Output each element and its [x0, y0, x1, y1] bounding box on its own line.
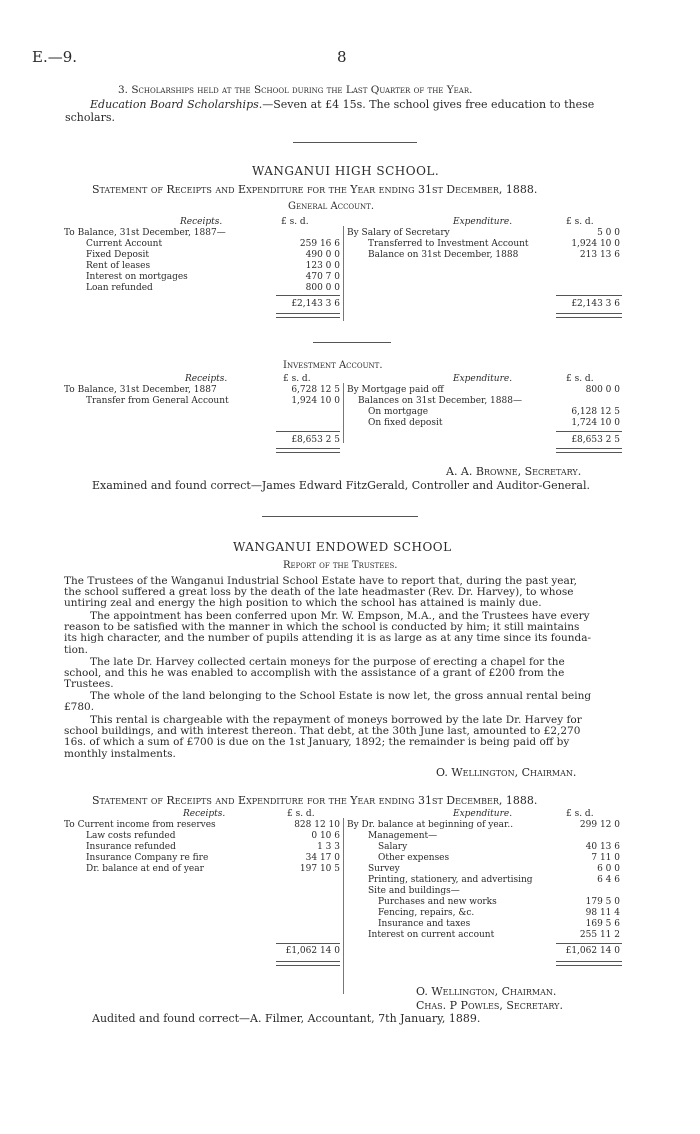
- scholarships-label: Education Board Scholarships.: [90, 98, 263, 111]
- divider: [313, 342, 391, 343]
- scholarships-text: [90, 98, 594, 111]
- general-expenditure-line: Balance on 31st December, 1888: [368, 250, 519, 260]
- wes-audited-line: Audited and found correct—A. Filmer, Accountant, 7th January, 1889.: [92, 1012, 481, 1025]
- general-expenditure-line: Transferred to Investment Account: [368, 239, 529, 249]
- wes-expenditure-amount: 255 11 2: [579, 930, 620, 940]
- double-rule: [556, 448, 622, 453]
- wes-expenditure-amount: 40 13 6: [585, 842, 620, 852]
- wes-expenditure-amount: 7 11 0: [591, 853, 620, 863]
- wes-total-left: £1,062 14 0: [285, 946, 340, 956]
- report-paragraph: [64, 715, 620, 760]
- wes-expenditure-label: Expenditure.: [453, 809, 513, 819]
- report-line: tion.: [64, 643, 88, 656]
- general-currency-right: £ s. d.: [566, 217, 594, 227]
- wes-receipt-line: Dr. balance at end of year: [86, 864, 204, 874]
- wes-chairman-signature: O. Wellington, Chairman.: [436, 766, 577, 779]
- general-receipt-line: Rent of leases: [86, 261, 151, 271]
- scholarships-body: —Seven at £4 15s. The school gives free education to these: [262, 98, 595, 111]
- wes-report-heading: Report of the Trustees.: [283, 560, 398, 571]
- wes-statement-heading: Statement of Receipts and Expenditure for the Year ending 31st December, 1888.: [92, 794, 538, 807]
- general-receipt-amount: 259 16 6: [299, 239, 340, 249]
- report-line: The Trustees of the Wanganui Industrial School Estate have to report that, during the past year,: [64, 575, 577, 587]
- double-rule: [556, 313, 622, 318]
- double-rule: [556, 961, 622, 966]
- investment-expenditure-amount: 1,724 10 0: [571, 418, 620, 428]
- report-line: The whole of the land belonging to the School Estate is now let, the gross annual rental being: [90, 690, 592, 702]
- wes-expenditure-amount: 299 12 0: [579, 820, 620, 830]
- general-receipt-line: Fixed Deposit: [86, 250, 149, 260]
- investment-account-heading: Investment Account.: [283, 360, 383, 371]
- investment-receipt-amount: 1,924 10 0: [291, 396, 340, 406]
- investment-currency-right: £ s. d.: [566, 374, 594, 384]
- wes-expenditure-line: Interest on current account: [368, 930, 495, 940]
- report-line: This rental is chargeable with the repayment of moneys borrowed by the late Dr. Harvey for: [90, 714, 582, 726]
- investment-receipt-line: Transfer from General Account: [86, 396, 229, 406]
- investment-expenditure-amount: 6,128 12 5: [571, 407, 620, 417]
- page-number: 8: [337, 48, 347, 66]
- report-line: £780.: [64, 701, 95, 714]
- general-receipt-amount: 490 0 0: [305, 250, 340, 260]
- report-line: school buildings, and with interest thereon. That debt, at the 30th June last, amounted to £2,270: [64, 725, 581, 738]
- wes-expenditure-line: Purchases and new works: [378, 897, 497, 907]
- double-rule: [276, 448, 340, 453]
- wes-receipt-amount: 1 3 3: [317, 842, 340, 852]
- total-rule: [556, 295, 622, 296]
- general-receipt-amount: 123 0 0: [305, 261, 340, 271]
- report-paragraph: [64, 576, 620, 610]
- wes-expenditure-amount: 6 0 0: [597, 864, 620, 874]
- wes-expenditure-line: Salary: [378, 842, 408, 852]
- wes-receipt-line: Insurance Company re fire: [86, 853, 209, 863]
- report-paragraph: [64, 611, 620, 656]
- wes-expenditure-amount: 169 5 6: [585, 919, 620, 929]
- report-line: reason to be satisfied with the manner in which the school is conducted by him; it still maintains: [64, 621, 580, 634]
- report-line: The late Dr. Harvey collected certain moneys for the purpose of erecting a chapel for the: [90, 656, 565, 668]
- total-rule: [556, 431, 622, 432]
- general-expenditure-amount: 213 13 6: [579, 250, 620, 260]
- general-column-divider: [343, 226, 344, 321]
- report-line: the school suffered a great loss by the death of the late headmaster (Rev. Dr. Harvey), to whose: [64, 586, 574, 599]
- whs-secretary-signature: A. A. Browne, Secretary.: [446, 465, 582, 478]
- general-receipts-label: Receipts.: [180, 217, 223, 227]
- scholarships-heading: 3. Scholarships held at the School during the Last Quarter of the Year.: [118, 84, 473, 96]
- general-expenditure-amount: 5 0 0: [597, 228, 620, 238]
- wes-receipt-line: To Current income from reserves: [64, 820, 216, 830]
- divider: [293, 142, 417, 143]
- general-receipt-line: Interest on mortgages: [86, 272, 188, 282]
- general-currency-left: £ s. d.: [281, 217, 309, 227]
- general-account-heading: General Account.: [288, 201, 375, 212]
- wes-expenditure-line: Other expenses: [378, 853, 450, 863]
- wes-receipts-label: Receipts.: [183, 809, 226, 819]
- total-rule: [276, 431, 340, 432]
- general-receipt-line: Loan refunded: [86, 283, 153, 293]
- investment-expenditure-line: Balances on 31st December, 1888—: [358, 396, 522, 406]
- wes-receipt-amount: 0 10 6: [311, 831, 340, 841]
- wes-chairman-signature-2: O. Wellington, Chairman.: [416, 985, 557, 998]
- scholarships-text-cont: scholars.: [65, 111, 115, 124]
- investment-expenditure-line: On mortgage: [368, 407, 429, 417]
- general-receipt-amount: 800 0 0: [305, 283, 340, 293]
- investment-total-right: £8,653 2 5: [571, 435, 620, 445]
- wes-title: WANGANUI ENDOWED SCHOOL: [233, 540, 452, 554]
- wes-expenditure-line: Insurance and taxes: [378, 919, 471, 929]
- wes-expenditure-line: Survey: [368, 864, 400, 874]
- report-line: untiring zeal and energy the high position to which the school has attained is mainly due.: [64, 597, 542, 610]
- investment-expenditure-line: By Mortgage paid off: [347, 385, 444, 395]
- wes-expenditure-line: Site and buildings—: [368, 886, 460, 896]
- wes-expenditure-amount: 179 5 0: [585, 897, 620, 907]
- divider: [262, 516, 418, 517]
- total-rule: [276, 943, 340, 944]
- general-expenditure-label: Expenditure.: [453, 217, 513, 227]
- investment-expenditure-line: On fixed deposit: [368, 418, 443, 428]
- report-paragraph: [64, 657, 620, 691]
- total-rule: [556, 943, 622, 944]
- report-paragraph: [64, 691, 620, 713]
- wes-receipt-line: Law costs refunded: [86, 831, 176, 841]
- document-reference: E.—9.: [32, 48, 78, 66]
- report-line: school, and this he was enabled to accomplish with the assistance of a grant of £200 from the: [64, 667, 565, 680]
- wes-currency-left: £ s. d.: [287, 809, 315, 819]
- total-rule: [276, 295, 340, 296]
- wes-receipt-amount: 197 10 5: [299, 864, 340, 874]
- whs-examined-line: Examined and found correct—James Edward FitzGerald, Controller and Auditor-General.: [92, 479, 591, 492]
- investment-expenditure-label: Expenditure.: [453, 374, 513, 384]
- whs-title: WANGANUI HIGH SCHOOL.: [252, 164, 440, 178]
- double-rule: [276, 313, 340, 318]
- wes-currency-right: £ s. d.: [566, 809, 594, 819]
- wes-expenditure-line: Printing, stationery, and advertising: [368, 875, 533, 885]
- report-line: 16s. of which a sum of £700 is due on the 1st January, 1892; the remainder is being paid off by: [64, 736, 570, 749]
- investment-expenditure-amount: 800 0 0: [585, 385, 620, 395]
- investment-receipt-line: To Balance, 31st December, 1887: [64, 385, 217, 395]
- general-receipt-line: Current Account: [86, 239, 163, 249]
- wes-receipt-amount: 828 12 10: [294, 820, 340, 830]
- report-line: The appointment has been conferred upon Mr. W. Empson, M.A., and the Trustees have every: [90, 610, 590, 622]
- wes-column-divider: [343, 818, 344, 994]
- investment-column-divider: [343, 383, 344, 443]
- whs-statement-heading: Statement of Receipts and Expenditure for the Year ending 31st December, 1888.: [92, 183, 538, 196]
- general-receipt-line: To Balance, 31st December, 1887—: [64, 228, 226, 238]
- general-total-left: £2,143 3 6: [291, 299, 340, 309]
- investment-currency-left: £ s. d.: [283, 374, 311, 384]
- investment-total-left: £8,653 2 5: [291, 435, 340, 445]
- general-expenditure-amount: 1,924 10 0: [571, 239, 620, 249]
- report-line: monthly instalments.: [64, 747, 176, 760]
- wes-expenditure-line: By Dr. balance at beginning of year..: [347, 820, 514, 830]
- report-line: Trustees.: [64, 678, 114, 691]
- investment-receipts-label: Receipts.: [185, 374, 228, 384]
- wes-expenditure-line: Fencing, repairs, &c.: [378, 908, 475, 918]
- wes-expenditure-line: Management—: [368, 831, 438, 841]
- wes-receipt-line: Insurance refunded: [86, 842, 176, 852]
- wes-expenditure-amount: 98 11 4: [585, 908, 620, 918]
- wes-receipt-amount: 34 17 0: [305, 853, 340, 863]
- wes-expenditure-amount: 6 4 6: [597, 875, 620, 885]
- general-total-right: £2,143 3 6: [571, 299, 620, 309]
- double-rule: [276, 961, 340, 966]
- wes-total-right: £1,062 14 0: [565, 946, 620, 956]
- report-line: its high character, and the number of pupils attending it is as large as at any time since its founda-: [64, 632, 592, 645]
- wes-secretary-signature: Chas. P Powles, Secretary.: [416, 999, 563, 1012]
- general-receipt-amount: 470 7 0: [305, 272, 340, 282]
- general-expenditure-line: By Salary of Secretary: [347, 228, 450, 238]
- investment-receipt-amount: 6,728 12 5: [291, 385, 340, 395]
